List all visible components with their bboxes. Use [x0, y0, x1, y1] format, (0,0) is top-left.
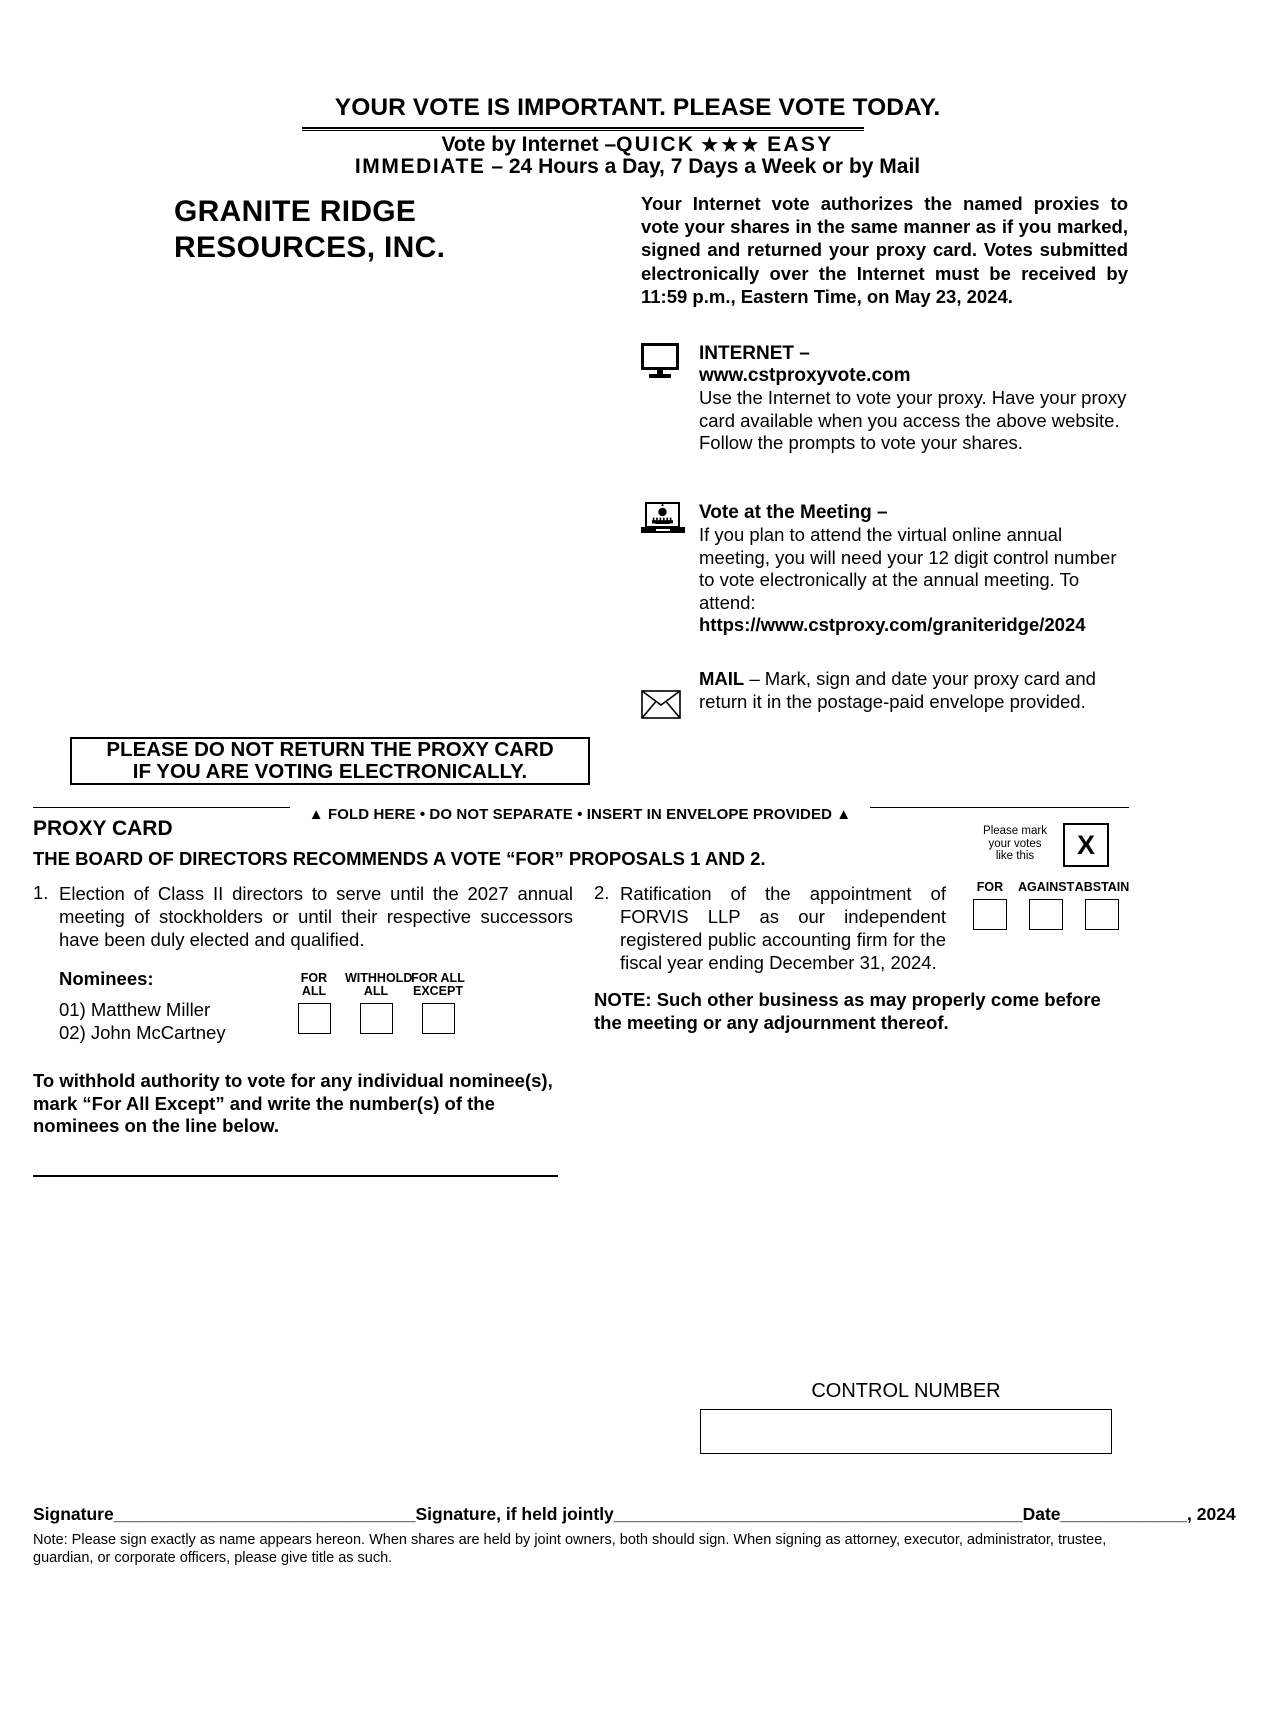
do-not-return-line1: PLEASE DO NOT RETURN THE PROXY CARD — [106, 738, 554, 761]
easy-label: EASY — [767, 133, 834, 156]
vote-option-for[interactable] — [962, 880, 1018, 930]
other-business-note — [594, 989, 1129, 1034]
checkbox-withhold-all[interactable] — [360, 1003, 393, 1034]
nominee-exception-write-line[interactable] — [33, 1175, 558, 1177]
board-recommendation: THE BOARD OF DIRECTORS RECOMMENDS A VOTE “FOR” PROPOSALS 1 AND 2. — [33, 848, 766, 869]
vote-option-against[interactable] — [1018, 880, 1074, 930]
control-number-field[interactable] — [700, 1409, 1112, 1454]
proposal-1 — [33, 882, 573, 951]
internet-url[interactable]: www.cstproxyvote.com — [699, 365, 911, 386]
vote-by-internet-prefix: Vote by Internet – — [441, 133, 617, 156]
other-business-note-label: NOTE: — [594, 989, 652, 1010]
nominee-item: 02) John McCartney — [59, 1021, 226, 1043]
quick-label: QUICK — [616, 133, 696, 156]
meeting-heading: Vote at the Meeting – — [699, 502, 888, 523]
signature-joint-label: Signature, if held jointly — [415, 1504, 614, 1524]
mark-instruction-line2: your votes — [988, 837, 1042, 850]
vote-option-withhold-all[interactable] — [345, 971, 413, 1034]
mail-instructions — [699, 668, 1133, 713]
immediate-label: IMMEDIATE — [354, 155, 486, 178]
proposal-1-number: 1. — [33, 882, 49, 903]
monitor-icon — [641, 343, 683, 377]
vote-option-for-all-except-line2: EXCEPT — [412, 983, 463, 998]
vote-option-abstain[interactable] — [1074, 880, 1130, 930]
checkbox-for-all[interactable] — [298, 1003, 331, 1034]
signature-label: Signature — [33, 1504, 114, 1524]
vote-by-internet-line — [0, 133, 1275, 157]
fold-here-notice: ▲ FOLD HERE • DO NOT SEPARATE • INSERT IN ENVELOPE PROVIDED ▲ — [290, 806, 870, 823]
mail-dash: – — [744, 668, 765, 689]
meeting-url[interactable]: https://www.cstproxy.com/graniteridge/2024 — [699, 614, 1086, 635]
proposal-2 — [594, 882, 946, 974]
page-title: YOUR VOTE IS IMPORTANT. PLEASE VOTE TODAY. — [334, 94, 941, 121]
date-label: Date — [1022, 1504, 1061, 1524]
checkbox-abstain[interactable] — [1085, 899, 1119, 930]
vote-option-for-all-line1: FOR — [300, 971, 328, 985]
nominees-label: Nominees: — [59, 968, 154, 989]
laptop-person-icon — [641, 502, 685, 541]
vote-option-for-all-except-line1: FOR ALL — [411, 971, 465, 985]
vote-option-for-all[interactable] — [283, 972, 345, 1034]
signature-joint-line[interactable]: __________________________________________ — [613, 1504, 1023, 1524]
company-name — [174, 194, 604, 266]
checkbox-for[interactable] — [973, 899, 1007, 930]
title-divider — [302, 127, 864, 131]
signature-row — [33, 1504, 1236, 1525]
vote-option-for-all-line2: ALL — [301, 983, 327, 998]
meeting-instructions: If you plan to attend the virtual online annual meeting, you will need your 12 digit control number to vote electronically at the annual meeting. To attend: — [699, 524, 1117, 613]
do-not-return-line2: IF YOU ARE VOTING ELECTRONICALLY. — [132, 760, 528, 783]
nominee-item: 01) Matthew Miller — [59, 999, 211, 1020]
vote-option-for-all-except[interactable] — [407, 972, 469, 1034]
proposal-2-text: Ratification of the appointment of FORVIS LLP as our independent registered public accounting firm for the fiscal year ending December 31, 2024. — [620, 883, 946, 973]
mail-label: MAIL — [699, 668, 745, 689]
internet-vote-authorization-text: Your Internet vote authorizes the named proxies to vote your shares in the same manner as if you marked, signed and returned your proxy card. Votes submitted electronically over the Internet must be received by 11:59 p.m., Eastern Time, on May 23, 2024. — [641, 193, 1128, 307]
vote-option-abstain-label: ABSTAIN — [1074, 880, 1130, 894]
other-business-note-text: Such other business as may properly come before the meeting or any adjournment thereof. — [594, 989, 1101, 1033]
signature-note: Note: Please sign exactly as name appears hereon. When shares are held by joint owners, both should sign. When signing as attorney, executor, administrator, trustee, guardian, or corporate officers, please give title as such. — [33, 1532, 1107, 1566]
checkbox-against[interactable] — [1029, 899, 1063, 930]
do-not-return-notice — [70, 737, 590, 785]
date-year: , 2024 — [1187, 1504, 1236, 1524]
mark-example-box: X — [1063, 823, 1109, 867]
vote-option-withhold-all-line1: WITHHOLD — [345, 971, 413, 985]
control-number-label: CONTROL NUMBER — [811, 1380, 1001, 1402]
mark-instruction-line1: Please mark — [983, 825, 1047, 837]
withhold-authority-note: To withhold authority to vote for any individual nominee(s), mark “For All Except” and write the number(s) of the nominees on the line below. — [33, 1070, 553, 1136]
vote-option-withhold-all-line2: ALL — [363, 983, 389, 998]
nominee-list — [59, 999, 226, 1044]
signature-line[interactable]: _______________________________ — [113, 1504, 416, 1524]
immediate-line — [0, 155, 1275, 179]
internet-heading: INTERNET – — [699, 343, 810, 364]
company-name-line2: RESOURCES, INC. — [174, 231, 446, 264]
checkbox-for-all-except[interactable] — [422, 1003, 455, 1034]
proposal-1-text: Election of Class II directors to serve until the 2027 annual meeting of stockholders or until their respective successors have been duly elected and qualified. — [59, 883, 573, 950]
envelope-icon — [641, 690, 681, 724]
vote-option-against-label: AGAINST — [1018, 880, 1075, 894]
mail-body-text: Mark, sign and date your proxy card and return it in the postage-paid envelope provided. — [699, 668, 1096, 712]
immediate-rest: – 24 Hours a Day, 7 Days a Week or by Mail — [485, 155, 921, 178]
stars-icon: ★★★ — [701, 135, 762, 156]
vote-option-for-label: FOR — [976, 880, 1004, 894]
date-line[interactable]: _____________ — [1060, 1504, 1188, 1524]
internet-instructions: Use the Internet to vote your proxy. Have your proxy card available when you access the above website. Follow the prompts to vote your shares. — [699, 387, 1127, 453]
proxy-card-title: PROXY CARD — [33, 817, 173, 840]
company-name-line1: GRANITE RIDGE — [174, 195, 417, 228]
mark-instruction-line3: like this — [995, 850, 1035, 862]
proposal-2-number: 2. — [594, 882, 610, 903]
